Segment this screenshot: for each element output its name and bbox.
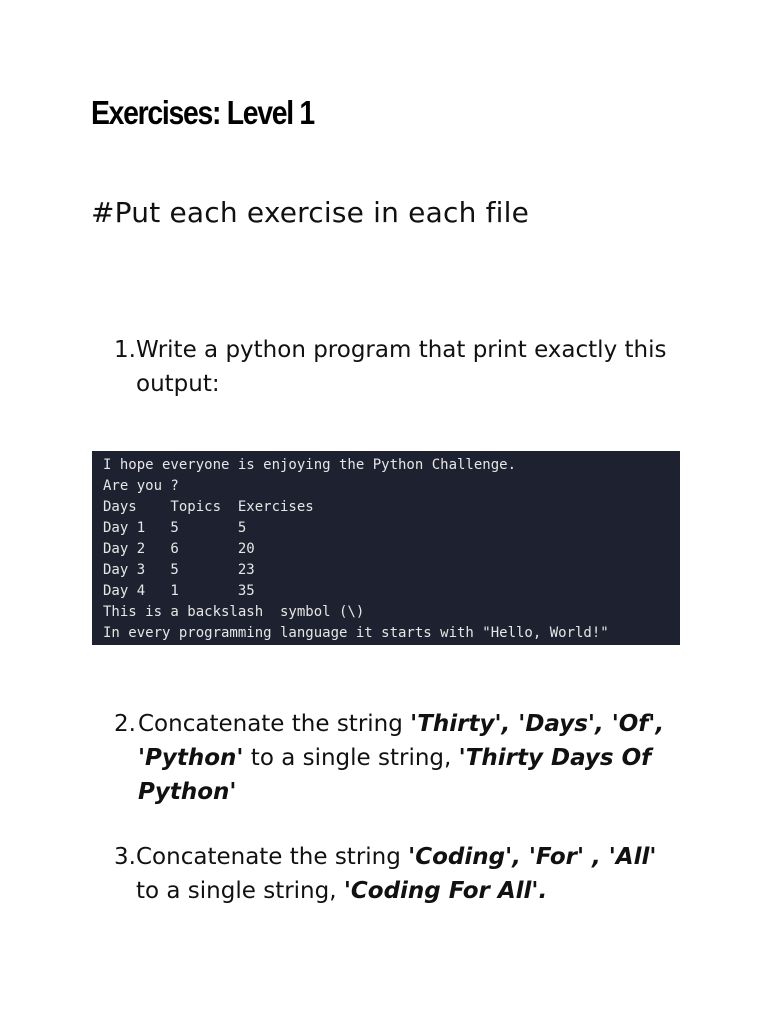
page-title: Exercises: Level 1	[91, 94, 314, 131]
exercise-3-text-part: to a single string,	[136, 878, 344, 904]
exercise-3-number: 3.	[114, 844, 136, 870]
exercise-1	[114, 333, 674, 401]
exercise-1-text: Write a python program that print exactly this output:	[136, 337, 667, 397]
code-line: Day 1 5 5	[103, 520, 247, 536]
code-line: This is a backslash symbol (\)	[103, 604, 365, 620]
exercise-2-text	[138, 707, 674, 809]
code-line: Days Topics Exercises	[103, 499, 314, 515]
code-line: Day 3 5 23	[103, 562, 255, 578]
exercise-2-text-part: to a single string,	[243, 745, 459, 771]
exercise-2	[114, 707, 674, 809]
exercise-3-result: 'Coding For All'.	[343, 878, 548, 904]
exercise-2-text-part: Concatenate the string	[138, 711, 411, 737]
exercise-2-number: 2.	[114, 711, 136, 737]
exercise-1-number: 1.	[114, 337, 136, 363]
exercise-2-result: 'Thirty Days Of Python'	[138, 745, 652, 805]
code-line: I hope everyone is enjoying the Python Challenge.	[103, 457, 517, 473]
exercise-3	[114, 840, 674, 908]
code-line: Day 2 6 20	[103, 541, 255, 557]
exercise-3-strings: 'Coding', 'For' , 'All'	[408, 844, 657, 870]
code-line: Day 4 1 35	[103, 583, 255, 599]
code-line: In every programming language it starts with "Hello, World!"	[103, 625, 609, 641]
exercise-3-text	[136, 840, 674, 908]
code-output-block	[92, 451, 680, 645]
exercise-3-text-part: Concatenate the string	[136, 844, 409, 870]
code-line: Are you ?	[103, 478, 179, 494]
exercise-2-strings: 'Thirty', 'Days', 'Of', 'Python'	[138, 711, 665, 771]
instruction-heading: #Put each exercise in each file	[91, 196, 530, 229]
